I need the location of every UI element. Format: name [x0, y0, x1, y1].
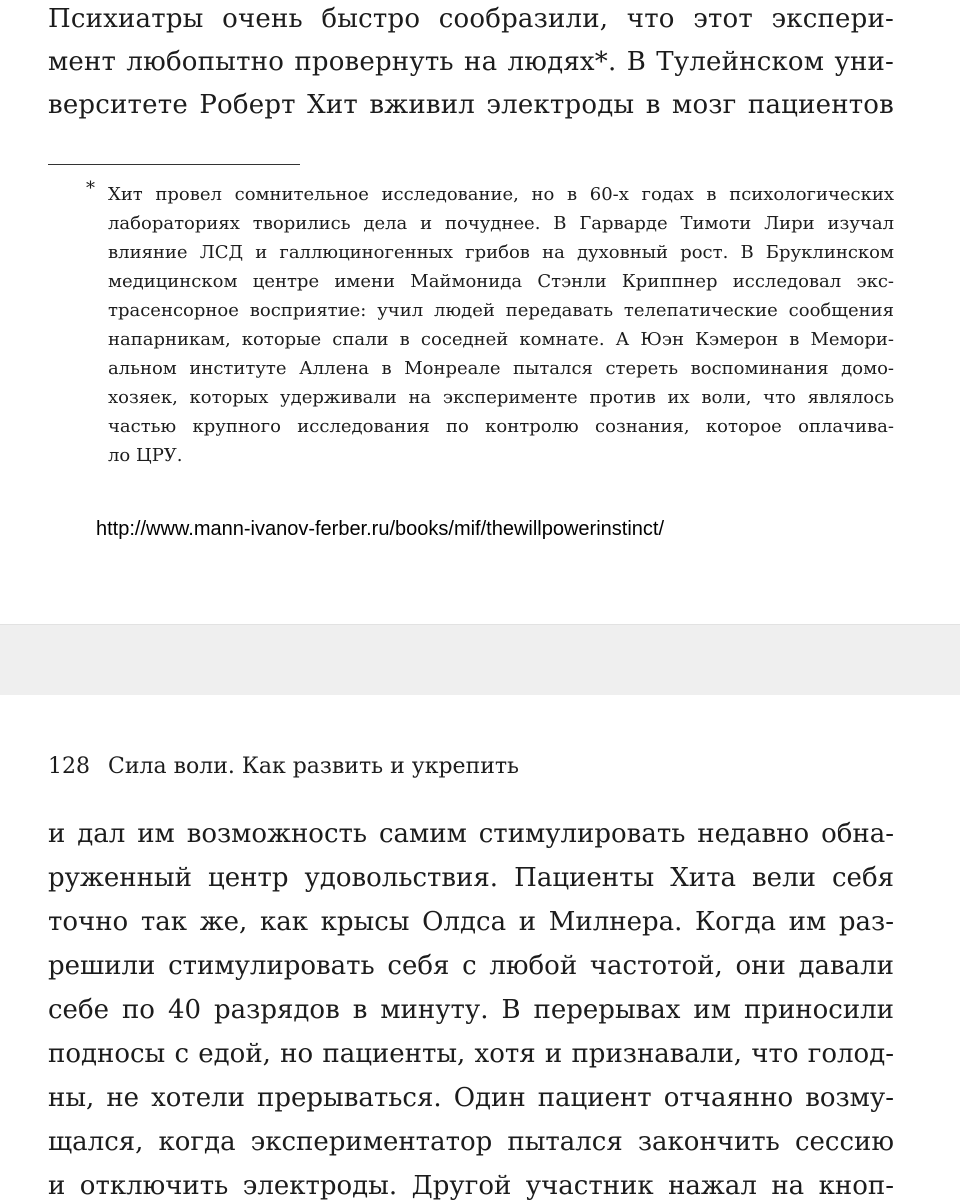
body-line: Психиатры очень быстро сообразили, что этот экспери-: [48, 4, 894, 34]
body-line: ны, не хотели прерываться. Один пациент отчаянно возму-: [48, 1083, 894, 1113]
footnote-line: трасенсорное восприятие: учил людей передавать телепатические сообщения: [108, 300, 894, 321]
body-line: себе по 40 разрядов в минуту. В перерывах им приносили: [48, 995, 894, 1025]
footnote-line: частью крупного исследования по контролю сознания, которое оплачива-: [108, 416, 894, 437]
page-separator: [0, 624, 960, 696]
footnote-line: ло ЦРУ.: [108, 445, 183, 466]
body-line: и дал им возможность самим стимулировать недавно обна-: [48, 819, 894, 849]
running-title: Сила воли. Как развить и укрепить: [108, 754, 520, 779]
footnote-line: влияние ЛСД и галлюциногенных грибов на духовный рост. В Бруклинском: [108, 242, 894, 263]
body-line: верситете Роберт Хит вживил электроды в мозг пациентов: [48, 90, 894, 120]
page-number: 128: [48, 754, 90, 779]
body-line: руженный центр удовольствия. Пациенты Хита вели себя: [48, 863, 894, 893]
bottom-page: [0, 695, 960, 1200]
body-line: щался, когда экспериментатор пытался закончить сессию: [48, 1127, 894, 1157]
footnote-line: напарникам, которые спали в соседней комнате. А Юэн Кэмерон в Мемори-: [108, 329, 894, 350]
footnote-line: хозяек, которых удерживали на эксперименте против их воли, что являлось: [108, 387, 894, 408]
footnote-marker: *: [86, 178, 95, 199]
body-line: и отключить электроды. Другой участник нажал на кноп-: [48, 1171, 894, 1201]
footnote-line: медицинском центре имени Маймонида Стэнли Криппнер исследовал экс-: [108, 271, 894, 292]
body-line: мент любопытно провернуть на людях*. В Тулейнском уни-: [48, 47, 894, 77]
footnote-divider: [48, 164, 300, 165]
footnote-line: альном институте Аллена в Монреале пытался стереть воспоминания домо-: [108, 358, 894, 379]
source-url[interactable]: http://www.mann-ivanov-ferber.ru/books/mif/thewillpowerinstinct/: [96, 518, 665, 540]
footnote-line: Хит провел сомнительное исследование, но в 60-х годах в психологических: [108, 184, 894, 205]
body-line: подносы с едой, но пациенты, хотя и признавали, что голод-: [48, 1039, 894, 1069]
footnote-line: лабораториях творились дела и почуднее. В Гарварде Тимоти Лири изучал: [108, 213, 894, 234]
body-line: точно так же, как крысы Олдса и Милнера. Когда им раз-: [48, 907, 894, 937]
body-line: решили стимулировать себя с любой частотой, они давали: [48, 951, 894, 981]
running-header: [48, 754, 519, 780]
